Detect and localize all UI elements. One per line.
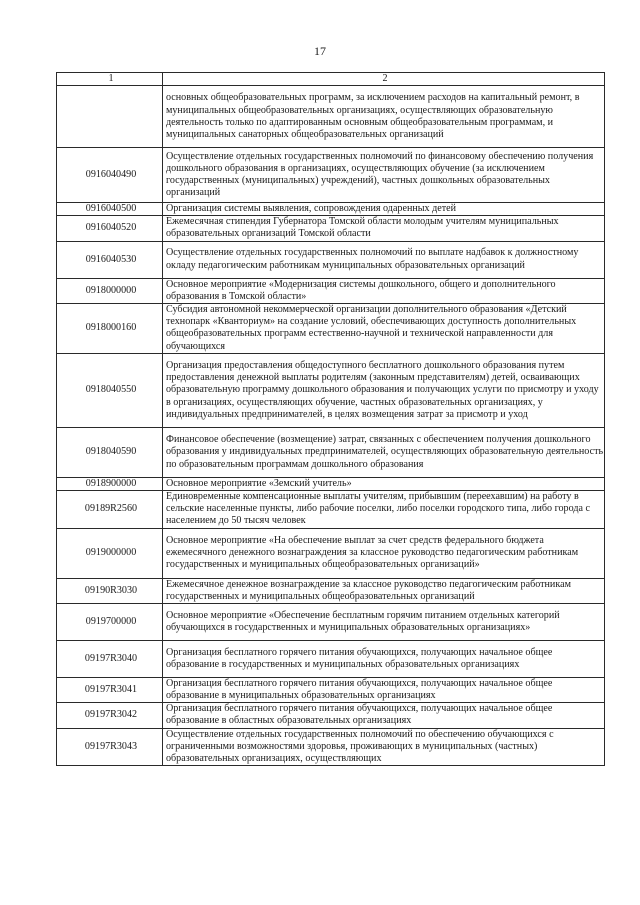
target-article-name: Организация бесплатного горячего питания обучающихся, получающих начальное общее образование в областных образовательных организациях <box>163 703 605 728</box>
target-article-name: Финансовое обеспечение (возмещение) затрат, связанных с обеспечением получения дошкольного образования у индивидуальных предпринимателей, осуществляющих образовательную деятельность по образовательным программам дошкольного образования <box>163 427 605 477</box>
target-article-code: 0918040590 <box>57 427 163 477</box>
table-row <box>57 491 605 528</box>
target-article-code <box>57 86 163 148</box>
target-article-name: Осуществление отдельных государственных полномочий по выплате надбавок к должностному окладу педагогическим работникам муниципальных образовательных организаций <box>163 241 605 278</box>
target-article-name: Организация бесплатного горячего питания обучающихся, получающих начальное общее образование в государственных и муниципальных образовательных организациях <box>163 640 605 677</box>
target-article-code: 0916040520 <box>57 216 163 241</box>
table-row <box>57 677 605 702</box>
target-article-name: Основное мероприятие «На обеспечение выплат за счет средств федерального бюджета ежемесячного денежного вознаграждения за классное руководство педагогическим работникам государственных и муниципальных общеобразовательных организаций» <box>163 528 605 578</box>
target-article-name: Организация системы выявления, сопровождения одаренных детей <box>163 203 605 216</box>
target-article-name: Организация предоставления общедоступного бесплатного дошкольного образования путем предоставления денежной выплаты родителям (законным представителям) детей, осваивающих образовательную программу дошкольного образования и получающих услуги по присмотру и уходу в организациях, осуществляющих обучение, частных образовательных организациях, у индивидуальных предпринимателей, в целях возмещения затрат за присмотр и уход <box>163 353 605 427</box>
target-article-code: 09197R3043 <box>57 728 163 765</box>
target-article-name: Организация бесплатного горячего питания обучающихся, получающих начальное общее образование в муниципальных образовательных организациях <box>163 677 605 702</box>
table-row <box>57 303 605 353</box>
table-row <box>57 203 605 216</box>
table-row <box>57 427 605 477</box>
table-row <box>57 728 605 765</box>
table-row <box>57 578 605 603</box>
target-article-code: 09189R2560 <box>57 491 163 528</box>
target-article-name: Основное мероприятие «Земский учитель» <box>163 477 605 490</box>
target-article-name: Основное мероприятие «Модернизация системы дошкольного, общего и дополнительного образования в Томской области» <box>163 278 605 303</box>
target-article-name: Осуществление отдельных государственных полномочий по обеспечению обучающихся с ограниченными возможностями здоровья, проживающих в муниципальных (частных) образовательных организациях, осуществляющих <box>163 728 605 765</box>
table-row <box>57 216 605 241</box>
target-article-code: 0919000000 <box>57 528 163 578</box>
target-article-code: 0918900000 <box>57 477 163 490</box>
table-row <box>57 148 605 203</box>
target-article-name: Основное мероприятие «Обеспечение бесплатным горячим питанием отдельных категорий обучающихся в государственных и муниципальных образовательных организациях» <box>163 603 605 640</box>
target-article-code: 09197R3041 <box>57 677 163 702</box>
column-header-code: 1 <box>57 73 163 86</box>
table-row <box>57 640 605 677</box>
table-row <box>57 603 605 640</box>
target-article-name: Субсидия автономной некоммерческой организации дополнительного образования «Детский технопарк «Кванториум» на создание условий, обеспечивающих доступность дополнительных общеобразовательных программ естественно-научной и технической направленности для обучающихся <box>163 303 605 353</box>
table-row <box>57 278 605 303</box>
table-row <box>57 353 605 427</box>
target-article-code: 0916040490 <box>57 148 163 203</box>
target-article-code: 0916040530 <box>57 241 163 278</box>
target-article-name: Ежемесячное денежное вознаграждение за классное руководство педагогическим работникам государственных и муниципальных общеобразовательных организаций <box>163 578 605 603</box>
budget-classification-table <box>56 72 605 766</box>
target-article-code: 0918000160 <box>57 303 163 353</box>
target-article-code: 0916040500 <box>57 203 163 216</box>
target-article-name: основных общеобразовательных программ, за исключением расходов на капитальный ремонт, в муниципальных общеобразовательных организациях, осуществляющих образовательную деятельность только по адаптированным основным общеобразовательным программам, и муниципальных санаторных общеобразовательных организаций <box>163 86 605 148</box>
target-article-code: 0919700000 <box>57 603 163 640</box>
target-article-code: 09190R3030 <box>57 578 163 603</box>
target-article-name: Единовременные компенсационные выплаты учителям, прибывшим (переехавшим) на работу в сельские населенные пункты, либо рабочие поселки, либо поселки городского типа, либо города с населением до 50 тысяч человек <box>163 491 605 528</box>
table-header-row <box>57 73 605 86</box>
page-number: 17 <box>314 44 326 58</box>
table-row <box>57 86 605 148</box>
target-article-code: 0918000000 <box>57 278 163 303</box>
target-article-code: 09197R3040 <box>57 640 163 677</box>
target-article-name: Осуществление отдельных государственных полномочий по финансовому обеспечению получения дошкольного образования в организациях, осуществляющих обучение (за исключением государственных (муниципальных) учреждений), частных дошкольных образовательных организаций <box>163 148 605 203</box>
target-article-code: 09197R3042 <box>57 703 163 728</box>
table-row <box>57 477 605 490</box>
column-header-name: 2 <box>163 73 605 86</box>
table-row <box>57 528 605 578</box>
target-article-name: Ежемесячная стипендия Губернатора Томской области молодым учителям муниципальных образовательных организаций Томской области <box>163 216 605 241</box>
table-row <box>57 703 605 728</box>
table-row <box>57 241 605 278</box>
target-article-code: 0918040550 <box>57 353 163 427</box>
